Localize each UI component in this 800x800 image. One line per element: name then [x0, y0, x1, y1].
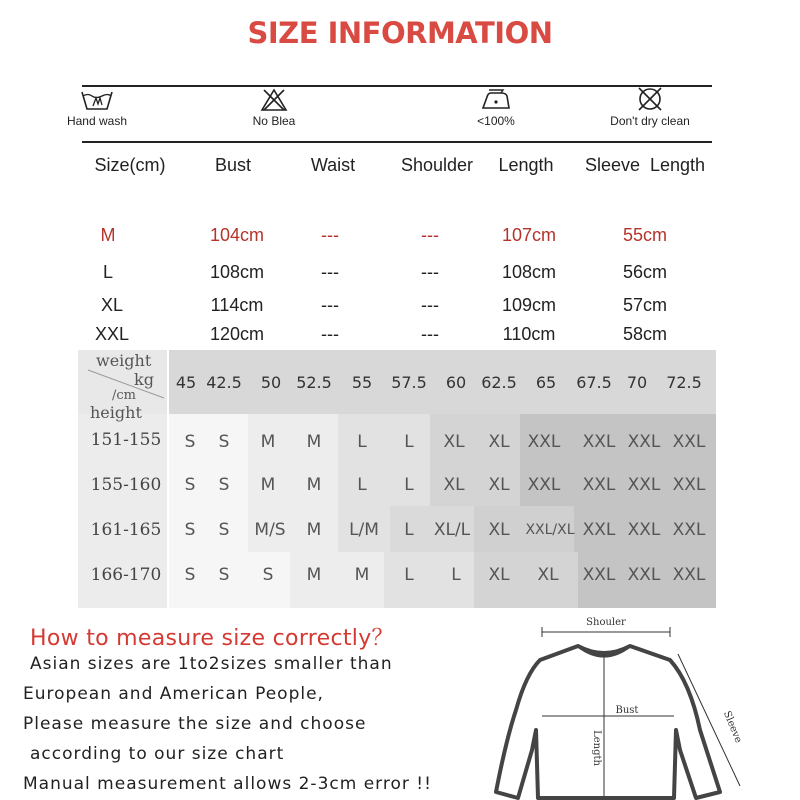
size-cell: ---	[321, 225, 339, 245]
fit-size-cell: M	[306, 565, 322, 585]
header-shoulder: Shoulder	[400, 155, 474, 175]
sleeve-label: Sleeve	[720, 709, 744, 745]
care-label: No Blea	[252, 114, 296, 128]
weight-label: 50	[260, 373, 282, 392]
measure-note: Asian sizes are 1to2sizes smaller than	[30, 654, 393, 674]
measure-note: according to our size chart	[30, 744, 285, 764]
fit-size-cell: L	[357, 475, 367, 495]
weight-label: 42.5	[206, 373, 242, 392]
iron-icon	[479, 88, 513, 112]
fit-size-cell: S	[218, 475, 230, 495]
care-no-bleach	[236, 88, 312, 128]
size-cell: ---	[321, 324, 339, 344]
fit-size-cell: L	[404, 520, 414, 540]
size-cell: ---	[421, 262, 439, 282]
size-cell: 104cm	[209, 225, 265, 245]
fit-size-cell: M	[260, 432, 276, 452]
fit-size-cell: XXL	[582, 432, 616, 452]
measure-note: Manual measurement allows 2-3cm error !!	[23, 774, 432, 794]
weight-label: 60	[445, 373, 467, 392]
fit-size-cell: XXL	[582, 565, 616, 585]
fit-size-cell: M	[260, 475, 276, 495]
size-cell: ---	[321, 262, 339, 282]
header-bust: Bust	[214, 155, 252, 175]
fit-size-cell: XXL	[527, 432, 561, 452]
weight-label: 52.5	[296, 373, 332, 392]
size-cell: 109cm	[501, 295, 557, 315]
care-label: Hand wash	[66, 114, 128, 128]
shirt-outline	[496, 646, 720, 798]
height-label: 166-170	[90, 565, 162, 585]
size-cell: 56cm	[622, 262, 667, 282]
fit-size-cell: XXL	[672, 432, 706, 452]
size-cell: ---	[421, 324, 439, 344]
fit-size-cell: XL	[488, 520, 510, 540]
fit-size-cell: XL	[488, 565, 510, 585]
care-label: Don't dry clean	[610, 114, 690, 128]
weight-label: 65	[535, 373, 557, 392]
header-size: Size(cm)	[94, 155, 166, 175]
weight-label: 55	[351, 373, 373, 392]
page-title: SIZE INFORMATION	[247, 16, 553, 50]
size-cell: L	[102, 262, 113, 282]
fit-size-cell: S	[262, 565, 274, 585]
garment-diagram	[494, 610, 758, 800]
size-cell: 108cm	[501, 262, 557, 282]
fit-size-cell: XXL/XL	[525, 522, 575, 538]
fit-size-cell: S	[184, 565, 196, 585]
measure-note: Please measure the size and choose	[23, 714, 367, 734]
header-waist: Waist	[310, 155, 356, 175]
size-cell: XL	[100, 295, 124, 315]
fit-size-cell: XXL	[672, 565, 706, 585]
hand-wash-icon	[80, 88, 114, 112]
bust-label: Bust	[615, 705, 639, 716]
shoulder-label: Shouler	[586, 617, 626, 628]
fit-size-cell: XXL	[582, 520, 616, 540]
fit-size-cell: M/S	[254, 520, 286, 540]
no-bleach-icon	[260, 88, 288, 112]
fit-size-cell: S	[184, 520, 196, 540]
fit-size-cell: XXL	[672, 520, 706, 540]
fit-chart	[78, 350, 716, 608]
size-cell: 120cm	[209, 324, 265, 344]
height-label: 155-160	[90, 475, 162, 495]
fit-size-cell: XXL	[627, 432, 661, 452]
weight-label: 67.5	[576, 373, 612, 392]
length-label: Length	[591, 730, 602, 766]
weight-label: 72.5	[666, 373, 702, 392]
header-sleeve-length: Sleeve Length	[584, 155, 706, 175]
care-hand-wash	[54, 88, 140, 128]
fit-size-cell: XL	[443, 475, 465, 495]
header-length: Length	[498, 155, 554, 175]
fit-size-cell: S	[218, 520, 230, 540]
fit-size-cell: M	[354, 565, 370, 585]
no-dry-clean-icon	[636, 86, 664, 112]
fit-size-cell: XL/L	[433, 520, 471, 540]
fit-size-cell: S	[218, 432, 230, 452]
corner-height: height	[90, 403, 142, 422]
height-label: 161-165	[90, 520, 162, 540]
care-label: <100%	[477, 114, 515, 128]
size-cell: 58cm	[622, 324, 667, 344]
size-cell: 108cm	[209, 262, 265, 282]
size-cell: ---	[421, 225, 439, 245]
size-cell: ---	[421, 295, 439, 315]
size-cell: ---	[321, 295, 339, 315]
fit-size-cell: XXL	[627, 565, 661, 585]
size-cell: 57cm	[622, 295, 667, 315]
care-no-dry-clean	[600, 86, 700, 128]
fit-size-cell: S	[184, 432, 196, 452]
fit-size-cell: L	[451, 565, 461, 585]
size-cell: 55cm	[622, 225, 667, 245]
fit-size-cell: XL	[488, 432, 510, 452]
measure-heading: How to measure size correctly？	[30, 626, 394, 651]
size-cell: 114cm	[210, 295, 264, 315]
fit-size-cell: M	[306, 475, 322, 495]
weight-label: 45	[175, 373, 197, 392]
corner-kg: kg	[134, 370, 154, 389]
fit-size-cell: L	[404, 565, 414, 585]
fit-size-cell: L	[404, 432, 414, 452]
fit-size-cell: L/M	[349, 520, 379, 540]
fit-size-cell: XL	[443, 432, 465, 452]
care-iron	[458, 88, 534, 128]
measure-note: European and American People,	[23, 684, 324, 704]
fit-size-cell: XXL	[627, 520, 661, 540]
fit-size-cell: L	[404, 475, 414, 495]
weight-label: 70	[626, 373, 648, 392]
weight-label: 57.5	[391, 373, 427, 392]
care-divider	[82, 141, 712, 143]
weight-label: 62.5	[481, 373, 517, 392]
height-label: 151-155	[90, 430, 162, 450]
fit-size-cell: M	[306, 432, 322, 452]
fit-size-cell: M	[306, 520, 322, 540]
fit-size-cell: XXL	[672, 475, 706, 495]
fit-size-cell: XXL	[582, 475, 616, 495]
fit-size-cell: L	[357, 432, 367, 452]
size-cell: M	[100, 225, 116, 245]
size-cell: 110cm	[502, 324, 556, 344]
corner-cm: /cm	[112, 388, 136, 403]
fit-size-cell: XXL	[627, 475, 661, 495]
size-cell: XXL	[94, 324, 130, 344]
corner-weight: weight	[96, 351, 152, 370]
fit-size-cell: XXL	[527, 475, 561, 495]
fit-size-cell: S	[184, 475, 196, 495]
fit-size-cell: XL	[537, 565, 559, 585]
size-cell: 107cm	[501, 225, 557, 245]
fit-size-cell: S	[218, 565, 230, 585]
fit-size-cell: XL	[488, 475, 510, 495]
